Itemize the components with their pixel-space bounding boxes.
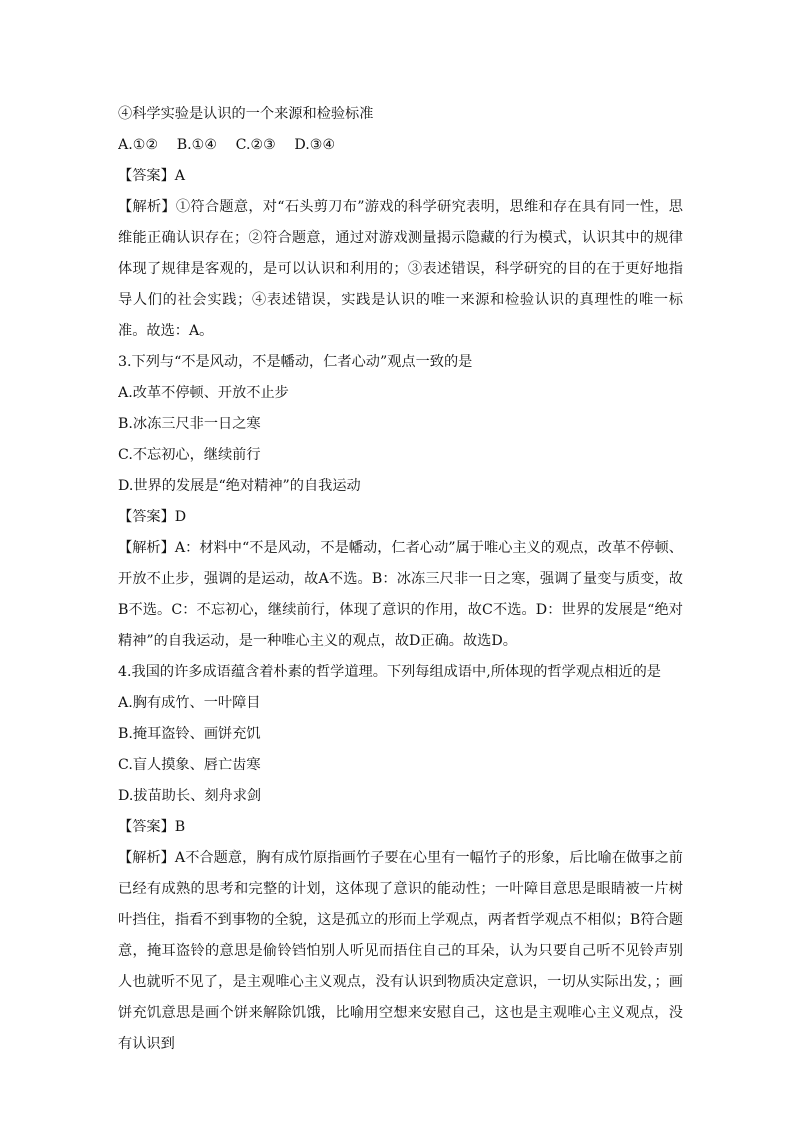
q2-option-c: C.②③ xyxy=(235,137,276,153)
q3-option-d: D.世界的发展是“绝对精神”的自我运动 xyxy=(118,478,361,494)
q2-statement-4: ④科学实验是认识的一个来源和检验标准 xyxy=(118,106,374,122)
q2-option-a: A.①② xyxy=(118,137,159,153)
q3-answer xyxy=(118,502,683,533)
analysis-text: A：材料中“不是风动，不是幡动，仁者心动”属于唯心主义的观点，改革不停顿、开放不止步，强调的是运动，故A不选。B：冰冻三尺非一日之寒，强调了量变与质变，故B不选。C：不忘初心，继续前行，体现了意识的作用，故C不选。D：世界的发展是“绝对精神”的自我运动，是一种唯心主义的观点，故D正确。故选D。 xyxy=(118,540,683,649)
q4-option-d: D.拔苗助长、刻舟求剑 xyxy=(118,788,262,804)
analysis-label: 【解析】 xyxy=(118,199,176,215)
answer-label: 【答案】 xyxy=(118,168,175,184)
q3-question: 3.下列与“不是风动，不是幡动，仁者心动”观点一致的是 xyxy=(118,354,473,370)
answer-value: B xyxy=(174,819,186,835)
q3-option-b: B.冰冻三尺非一日之寒 xyxy=(118,416,261,432)
q2-answer xyxy=(118,161,683,192)
q3-option-a: A.改革不停顿、开放不止步 xyxy=(118,385,289,401)
q3-analysis xyxy=(118,533,683,657)
answer-label: 【答案】 xyxy=(118,509,175,525)
q4-question: 4.我国的许多成语蕴含着朴素的哲学道理。下列每组成语中,所体现的哲学观点相近的是 xyxy=(118,664,661,680)
answer-value: A xyxy=(174,168,186,184)
q3-option-c: C.不忘初心，继续前行 xyxy=(118,447,261,463)
q4-option-a: A.胸有成竹、一叶障目 xyxy=(118,695,261,711)
analysis-text: A不合题意，胸有成竹原指画竹子要在心里有一幅竹子的形象，后比喻在做事之前已经有成熟的思考和完整的计划，这体现了意识的能动性；一叶障目意思是眼睛被一片树叶挡住，指看不到事物的全貌，这是孤立的形而上学观点，两者哲学观点不相似；B符合题意，掩耳盗铃的意思是偷铃铛怕别人听见而捂住自己的耳朵，认为只要自己听不见铃声别人也就听不见了，是主观唯心主义观点，没有认识到物质决定意识，一切从实际出发，；画饼充饥意思是画个饼来解除饥饿，比喻用空想来安慰自己，这也是主观唯心主义观点，没有认识到 xyxy=(118,850,683,1052)
q4-option-c: C.盲人摸象、唇亡齿寒 xyxy=(118,757,261,773)
q2-option-b: B.①④ xyxy=(176,137,218,153)
analysis-text: ①符合题意，对“石头剪刀布”游戏的科学研究表明，思维和存在具有同一性，思维能正确认识存在；②符合题意，通过对游戏测量揭示隐藏的行为模式，认识其中的规律体现了规律是客观的，是可以认识和利用的；③表述错误，科学研究的目的在于更好地指导人们的社会实践；④表述错误，实践是认识的唯一来源和检验认识的真理性的唯一标准。故选：A。 xyxy=(118,199,683,339)
q4-option-b: B.掩耳盗铃、画饼充饥 xyxy=(118,726,261,742)
q4-answer xyxy=(118,812,683,843)
q2-analysis xyxy=(118,192,683,347)
analysis-label: 【解析】 xyxy=(118,850,175,866)
q2-options xyxy=(118,130,683,161)
answer-label: 【答案】 xyxy=(118,819,175,835)
analysis-label: 【解析】 xyxy=(118,540,175,556)
q4-analysis xyxy=(118,843,683,1060)
q2-option-d: D.③④ xyxy=(294,137,336,153)
document-content xyxy=(118,99,683,1060)
answer-value: D xyxy=(174,509,187,525)
